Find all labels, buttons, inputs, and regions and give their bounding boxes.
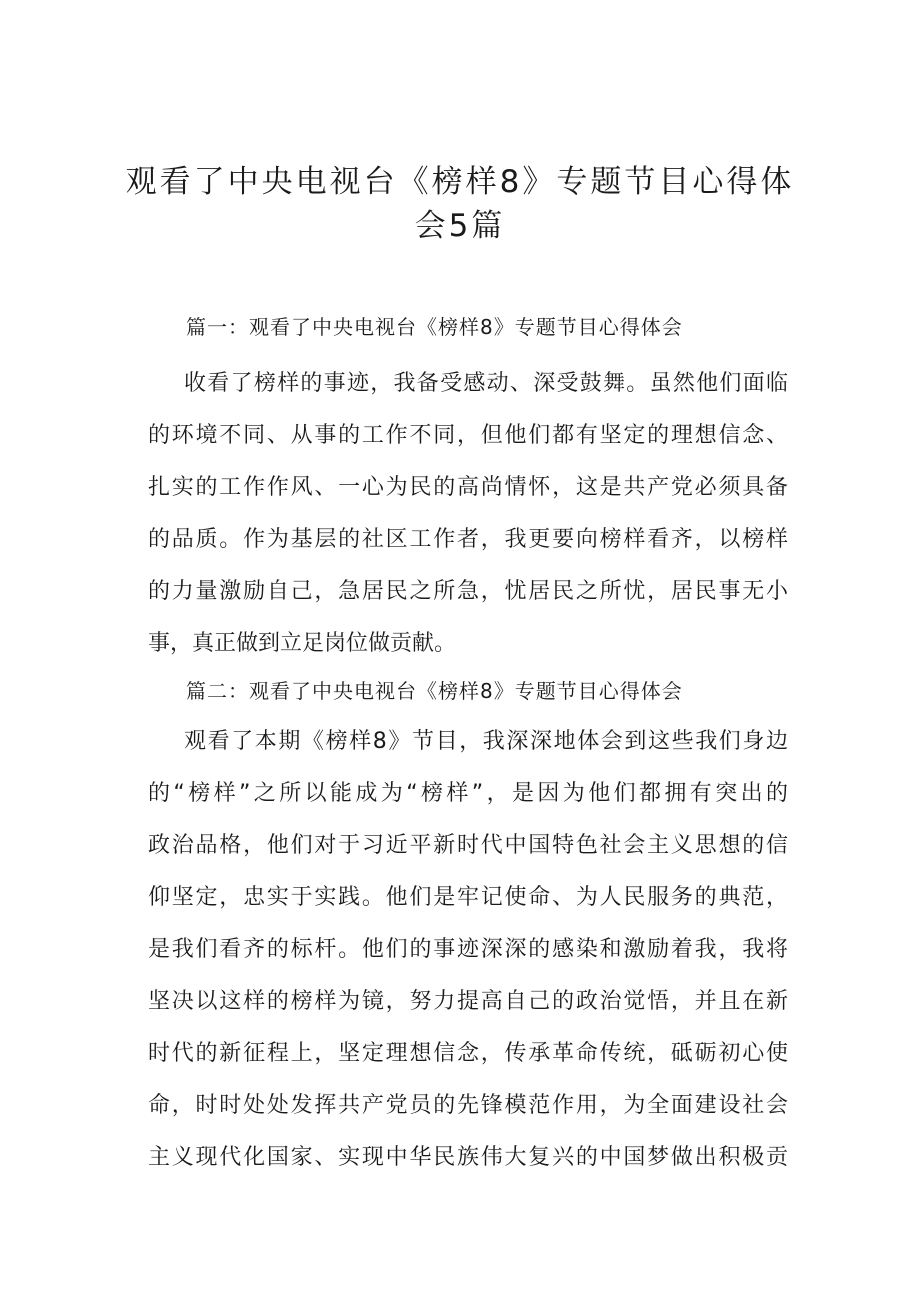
body-line: 观看了本期《榜样8》节目，我深深地体会到这些我们身边 xyxy=(184,729,788,754)
body-line: 的品质。作为基层的社区工作者，我更要向榜样看齐，以榜样 xyxy=(148,527,788,552)
body-line: 事，真正做到立足岗位做贡献。 xyxy=(148,631,457,656)
body-line: 主义现代化国家、实现中华民族伟大复兴的中国梦做出积极贡 xyxy=(148,1145,788,1170)
body-line: 政治品格，他们对于习近平新时代中国特色社会主义思想的信 xyxy=(148,833,788,858)
section-2-body xyxy=(148,716,788,1184)
section-1-heading: 篇一：观看了中央电视台《榜样8》专题节目心得体会 xyxy=(186,315,683,339)
body-line: 扎实的工作作风、一心为民的高尚情怀，这是共产党必须具备 xyxy=(148,475,788,500)
title-line-2: 会5篇 xyxy=(414,208,506,244)
title-line-1: 观看了中央电视台《榜样8》专题节目心得体 xyxy=(125,164,795,200)
body-line: 的力量激励自己，急居民之所急，忧居民之所忧，居民事无小 xyxy=(148,579,788,604)
section-1-body xyxy=(148,358,788,670)
body-line: 坚决以这样的榜样为镜，努力提高自己的政治觉悟，并且在新 xyxy=(148,989,788,1014)
body-line: 命，时时处处发挥共产党员的先锋模范作用，为全面建设社会 xyxy=(148,1093,788,1118)
body-line: 时代的新征程上，坚定理想信念，传承革命传统，砥砺初心使 xyxy=(148,1041,788,1066)
body-line: 收看了榜样的事迹，我备受感动、深受鼓舞。虽然他们面临 xyxy=(184,371,788,396)
body-line: 仰坚定，忠实于实践。他们是牢记使命、为人民服务的典范， xyxy=(148,885,788,910)
body-line: 是我们看齐的标杆。他们的事迹深深的感染和激励着我，我将 xyxy=(148,937,788,962)
body-line: 的“榜样”之所以能成为“榜样”，是因为他们都拥有突出的 xyxy=(148,781,788,806)
document-title xyxy=(120,160,800,248)
section-2-heading: 篇二：观看了中央电视台《榜样8》专题节目心得体会 xyxy=(186,679,683,703)
body-line: 的环境不同、从事的工作不同，但他们都有坚定的理想信念、 xyxy=(148,423,788,448)
